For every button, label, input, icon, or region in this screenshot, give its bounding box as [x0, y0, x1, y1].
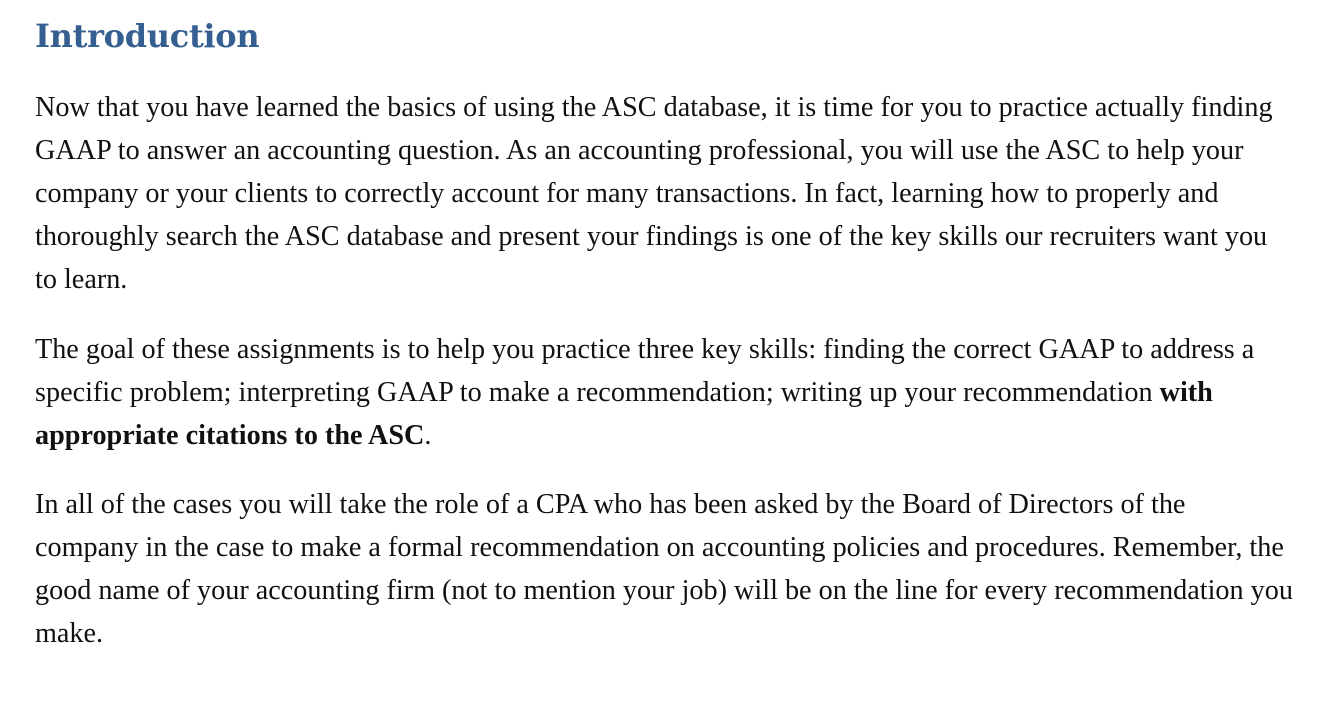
section-heading: Introduction	[35, 17, 260, 55]
goal-paragraph-end: .	[424, 420, 432, 451]
document-page	[35, 0, 1295, 655]
intro-paragraph: Now that you have learned the basics of using the ASC database, it is time for you to practice actually finding GAAP to answer an accounting question. As an accounting professional, you will use the ASC to help your company or your clients to correctly account for many transactions. In fact, learning how to properly and thoroughly search the ASC database and present your findings is one of the key skills our recruiters want you to learn.	[35, 92, 1273, 295]
role-paragraph: In all of the cases you will take the role of a CPA who has been asked by the Board of Directors of the company in the case to make a formal recommendation on accounting policies and procedures. Remember, the good name of your accounting firm (not to mention your job) will be on the line for every recommendation you make.	[35, 489, 1293, 649]
goal-paragraph-text: The goal of these assignments is to help you practice three key skills: finding the correct GAAP to address a specific problem; interpreting GAAP to make a recommendation; writing up your recommendation	[35, 334, 1255, 408]
goal-paragraph	[35, 328, 1295, 457]
goal-paragraph-bold-text: with appropriate citations to the ASC	[35, 377, 1213, 451]
